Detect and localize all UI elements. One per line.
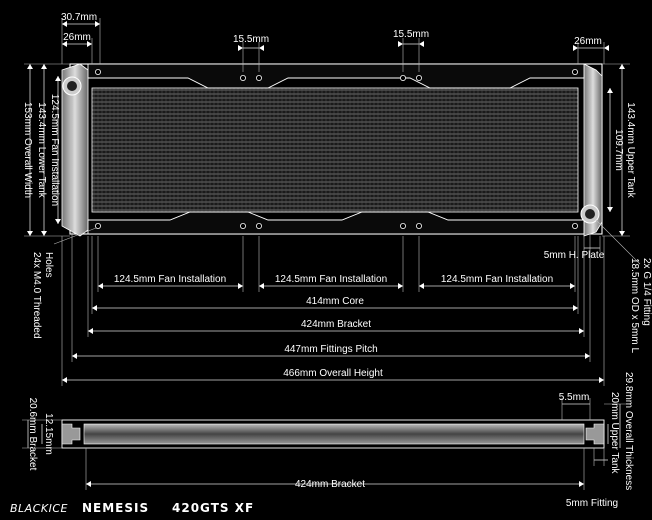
label-holes-2: Holes (43, 252, 54, 278)
label-holes-1: 24x M4.0 Threaded (31, 252, 42, 339)
bottom-bracket (88, 212, 584, 234)
label-side-5-5: 5.5mm (558, 392, 590, 403)
label-side-upper-tank: 20mm Upper Tank (609, 392, 620, 474)
label-side-bracket-length: 424mm Bracket (294, 479, 366, 490)
label-overall-width: 153mm Overall Width (22, 101, 33, 199)
label-fan-install-2: 124.5mm Fan Installation (274, 274, 388, 285)
label-h-plate: 5mm H. Plate (543, 250, 605, 261)
label-core: 414mm Core (306, 296, 364, 307)
label-15-5-right: 15.5mm (392, 29, 430, 40)
brand-logo (10, 501, 254, 515)
radiator-core (92, 88, 578, 212)
label-overall-height: 466mm Overall Height (283, 368, 383, 379)
label-15-5-left: 15.5mm (232, 34, 270, 45)
label-bracket: 424mm Bracket (300, 319, 372, 330)
label-fittings-pitch: 447mm Fittings Pitch (284, 344, 378, 355)
label-fitting-2: 18.5mm OD x 5mm L (629, 258, 640, 354)
label-30-7: 30.7mm (60, 12, 98, 23)
label-fitting-1: 2x G 1/4 Fitting (641, 258, 652, 326)
label-fan-install-vertical: 124.5mm Fan Installation (49, 93, 60, 207)
fitting-left (63, 77, 81, 95)
label-side-fitting: 5mm Fitting (565, 498, 619, 509)
radiator-side-view (22, 398, 626, 490)
label-fan-install-3: 124.5mm Fan Installation (440, 274, 554, 285)
label-core-height: 109.7mm (613, 129, 624, 171)
label-upper-tank: 143.4mm Upper Tank (625, 102, 636, 198)
side-core (84, 424, 584, 444)
label-side-bracket: 20.6mm Bracket (27, 397, 38, 471)
brand-model: NEMESIS (82, 501, 150, 515)
brand-maker: BLACKICE (10, 502, 68, 515)
radiator-top-view (62, 64, 602, 236)
label-fan-install-1: 124.5mm Fan Installation (113, 274, 227, 285)
label-26-right: 26mm (574, 36, 602, 47)
label-side-12: 12.15mm (43, 413, 54, 455)
label-side-thickness: 29.8mm Overall Thickness (623, 372, 634, 491)
top-bracket (88, 64, 584, 88)
label-lower-tank: 143.4mm Lower Tank (36, 102, 47, 198)
brand-variant: 420GTS XF (172, 501, 255, 515)
label-26-left: 26mm (63, 32, 91, 43)
